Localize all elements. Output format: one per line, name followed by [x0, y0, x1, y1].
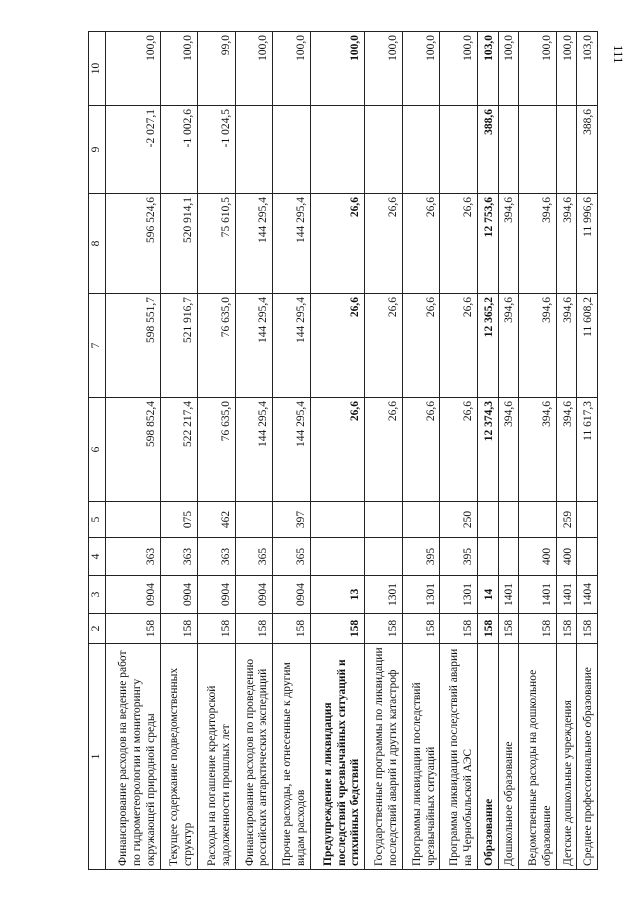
col8-value: 26,6 — [310, 194, 365, 294]
col7-value: 144 295,4 — [235, 294, 273, 398]
col10-percent: 100,0 — [556, 32, 577, 106]
col6-value: 394,6 — [556, 398, 577, 502]
col5-code: 397 — [273, 502, 311, 538]
col6-value: 144 295,4 — [273, 398, 311, 502]
col2-code: 158 — [577, 614, 598, 644]
col9-value — [402, 106, 440, 194]
col7-value: 394,6 — [556, 294, 577, 398]
col2-code: 158 — [498, 614, 519, 644]
col4-code: 363 — [198, 538, 236, 576]
col3-code: 0904 — [235, 576, 273, 614]
col6-value: 26,6 — [310, 398, 365, 502]
col9-value — [498, 106, 519, 194]
col3-code: 0904 — [106, 576, 161, 614]
row-label: Финансирование расходов на ведение работ по гидрометеорологии и мониторингу окружающей природной среды — [106, 644, 161, 870]
col6-value: 394,6 — [498, 398, 519, 502]
col2-code: 158 — [160, 614, 198, 644]
table-row — [556, 32, 577, 870]
col5-code — [106, 502, 161, 538]
table-row — [310, 32, 365, 870]
col8-value: 12 753,6 — [477, 194, 498, 294]
col5-code: 075 — [160, 502, 198, 538]
col10-percent: 100,0 — [235, 32, 273, 106]
col5-code — [477, 502, 498, 538]
budget-table — [88, 31, 598, 870]
col4-code: 395 — [402, 538, 440, 576]
col4-code: 363 — [106, 538, 161, 576]
column-header-5: 5 — [89, 502, 106, 538]
col10-percent: 100,0 — [310, 32, 365, 106]
col9-value: -1 002,6 — [160, 106, 198, 194]
col8-value: 394,6 — [498, 194, 519, 294]
col2-code: 158 — [556, 614, 577, 644]
col4-code — [477, 538, 498, 576]
col4-code — [577, 538, 598, 576]
col6-value: 598 852,4 — [106, 398, 161, 502]
col2-code: 158 — [310, 614, 365, 644]
col7-value: 76 635,0 — [198, 294, 236, 398]
column-header-3: 3 — [89, 576, 106, 614]
col9-value: 388,6 — [577, 106, 598, 194]
column-header-8: 8 — [89, 194, 106, 294]
col4-code: 400 — [556, 538, 577, 576]
table-row — [198, 32, 236, 870]
col3-code: 0904 — [160, 576, 198, 614]
col7-value: 144 295,4 — [273, 294, 311, 398]
col5-code — [498, 502, 519, 538]
col2-code: 158 — [235, 614, 273, 644]
col9-value — [519, 106, 557, 194]
col4-code: 365 — [273, 538, 311, 576]
col3-code: 1401 — [519, 576, 557, 614]
table-row — [273, 32, 311, 870]
table-row — [235, 32, 273, 870]
table-row — [160, 32, 198, 870]
col10-percent: 100,0 — [440, 32, 478, 106]
column-header-9: 9 — [89, 106, 106, 194]
table-row — [402, 32, 440, 870]
col5-code: 250 — [440, 502, 478, 538]
col7-value: 394,6 — [498, 294, 519, 398]
page-number-text: 111 — [611, 44, 626, 64]
col3-code: 14 — [477, 576, 498, 614]
col7-value: 26,6 — [310, 294, 365, 398]
row-label: Предупреждение и ликвидация последствий чрезвычайных ситуаций и стихийных бедствий — [310, 644, 365, 870]
col4-code: 400 — [519, 538, 557, 576]
col8-value: 394,6 — [519, 194, 557, 294]
col10-percent: 100,0 — [273, 32, 311, 106]
col8-value: 144 295,4 — [273, 194, 311, 294]
col5-code — [365, 502, 403, 538]
col8-value: 520 914,1 — [160, 194, 198, 294]
col8-value: 596 524,6 — [106, 194, 161, 294]
col8-value: 26,6 — [402, 194, 440, 294]
col3-code: 1301 — [365, 576, 403, 614]
col5-code: 462 — [198, 502, 236, 538]
col3-code: 1404 — [577, 576, 598, 614]
col7-value: 521 916,7 — [160, 294, 198, 398]
table-row — [519, 32, 557, 870]
table-row — [106, 32, 161, 870]
col9-value — [556, 106, 577, 194]
col6-value: 12 374,3 — [477, 398, 498, 502]
col8-value: 26,6 — [365, 194, 403, 294]
table-row — [577, 32, 598, 870]
col6-value: 144 295,4 — [235, 398, 273, 502]
column-header-10: 10 — [89, 32, 106, 106]
table-rotator — [88, 32, 598, 870]
col9-value: -2 027,1 — [106, 106, 161, 194]
page-number — [608, 14, 628, 94]
column-header-6: 6 — [89, 398, 106, 502]
col5-code — [402, 502, 440, 538]
rotated-page — [88, 32, 598, 870]
col5-code — [310, 502, 365, 538]
col6-value: 26,6 — [365, 398, 403, 502]
table-body — [106, 32, 598, 870]
col5-code — [519, 502, 557, 538]
col2-code: 158 — [106, 614, 161, 644]
col5-code — [577, 502, 598, 538]
row-label: Детские дошкольные учреждения — [556, 644, 577, 870]
table-row — [365, 32, 403, 870]
col3-code: 1301 — [402, 576, 440, 614]
col2-code: 158 — [440, 614, 478, 644]
col9-value — [365, 106, 403, 194]
col9-value: 388,6 — [477, 106, 498, 194]
table-row — [498, 32, 519, 870]
col10-percent: 100,0 — [402, 32, 440, 106]
col7-value: 11 608,2 — [577, 294, 598, 398]
col8-value: 11 996,6 — [577, 194, 598, 294]
col10-percent: 103,0 — [477, 32, 498, 106]
col2-code: 158 — [365, 614, 403, 644]
col6-value: 394,6 — [519, 398, 557, 502]
col9-value — [273, 106, 311, 194]
table-row — [440, 32, 478, 870]
col8-value: 144 295,4 — [235, 194, 273, 294]
col5-code — [235, 502, 273, 538]
col8-value: 75 610,5 — [198, 194, 236, 294]
row-label: Программа ликвидации последствий аварии на Чернобыльской АЭС — [440, 644, 478, 870]
col7-value: 12 365,2 — [477, 294, 498, 398]
col9-value — [440, 106, 478, 194]
col7-value: 26,6 — [365, 294, 403, 398]
col7-value: 394,6 — [519, 294, 557, 398]
col3-code: 13 — [310, 576, 365, 614]
col2-code: 158 — [477, 614, 498, 644]
table-row — [477, 32, 498, 870]
col5-code: 259 — [556, 502, 577, 538]
col4-code: 363 — [160, 538, 198, 576]
col10-percent: 99,0 — [198, 32, 236, 106]
col6-value: 76 635,0 — [198, 398, 236, 502]
col10-percent: 100,0 — [519, 32, 557, 106]
col3-code: 0904 — [198, 576, 236, 614]
col6-value: 11 617,3 — [577, 398, 598, 502]
col2-code: 158 — [198, 614, 236, 644]
col9-value — [310, 106, 365, 194]
header-row — [89, 32, 106, 870]
col6-value: 522 217,4 — [160, 398, 198, 502]
col7-value: 26,6 — [402, 294, 440, 398]
col3-code: 1401 — [498, 576, 519, 614]
column-header-2: 2 — [89, 614, 106, 644]
col2-code: 158 — [273, 614, 311, 644]
row-label: Дошкольное образование — [498, 644, 519, 870]
row-label: Государственные программы по ликвидации последствий аварий и других катастроф — [365, 644, 403, 870]
row-label: Текущее содержание подведомственных структур — [160, 644, 198, 870]
column-header-1: 1 — [89, 644, 106, 870]
column-header-4: 4 — [89, 538, 106, 576]
col4-code: 365 — [235, 538, 273, 576]
col8-value: 394,6 — [556, 194, 577, 294]
col4-code — [498, 538, 519, 576]
col10-percent: 100,0 — [365, 32, 403, 106]
col9-value: -1 024,5 — [198, 106, 236, 194]
col10-percent: 100,0 — [106, 32, 161, 106]
col3-code: 1301 — [440, 576, 478, 614]
col9-value — [235, 106, 273, 194]
col7-value: 26,6 — [440, 294, 478, 398]
col4-code — [365, 538, 403, 576]
col4-code: 395 — [440, 538, 478, 576]
col6-value: 26,6 — [402, 398, 440, 502]
column-header-7: 7 — [89, 294, 106, 398]
col3-code: 0904 — [273, 576, 311, 614]
col2-code: 158 — [519, 614, 557, 644]
col8-value: 26,6 — [440, 194, 478, 294]
col10-percent: 103,0 — [577, 32, 598, 106]
col6-value: 26,6 — [440, 398, 478, 502]
col7-value: 598 551,7 — [106, 294, 161, 398]
col10-percent: 100,0 — [160, 32, 198, 106]
row-label: Ведомственные расходы на дошкольное образование — [519, 644, 557, 870]
row-label: Среднее профессиональное образование — [577, 644, 598, 870]
row-label: Финансирование расходов по проведению российских антарктических экспедиций — [235, 644, 273, 870]
col3-code: 1401 — [556, 576, 577, 614]
col2-code: 158 — [402, 614, 440, 644]
col4-code — [310, 538, 365, 576]
row-label: Расходы на погашение кредиторской задолженности прошлых лет — [198, 644, 236, 870]
row-label: Прочие расходы, не отнесенные к другим видам расходов — [273, 644, 311, 870]
col10-percent: 100,0 — [498, 32, 519, 106]
row-label: Образование — [477, 644, 498, 870]
row-label: Программы ликвидации последствий чрезвычайных ситуаций — [402, 644, 440, 870]
